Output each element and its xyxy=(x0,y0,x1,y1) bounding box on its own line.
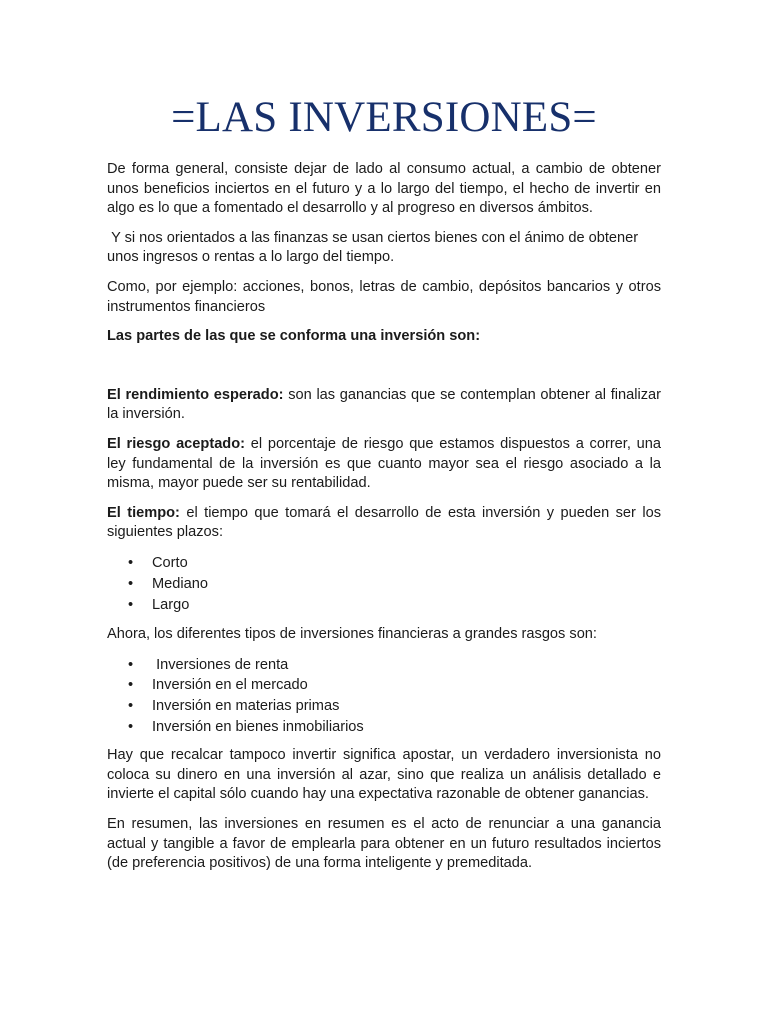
part-paragraph-riesgo xyxy=(107,435,661,494)
part-text: el tiempo que tomará el desarrollo de esta inversión y pueden ser los siguientes plazos: xyxy=(107,504,661,541)
types-intro: Ahora, los diferentes tipos de inversiones financieras a grandes rasgos son: xyxy=(107,626,597,643)
examples-paragraph: Como, por ejemplo: acciones, bonos, letras de cambio, depósitos bancarios y otros instrumentos financieros xyxy=(107,278,661,315)
document-title: =LAS INVERSIONES= xyxy=(171,94,597,141)
list-item: • Inversión en materias primas xyxy=(107,696,661,717)
part-text: el porcentaje de riesgo que estamos dispuestos a correr, una ley fundamental de la inversión es que cuanto mayor sea el riesgo asociado a la misma, mayor puede ser su rentabilidad. xyxy=(107,435,661,492)
part-paragraph-tiempo xyxy=(107,504,661,543)
part-term: El tiempo: xyxy=(107,504,180,521)
intro-paragraph: De forma general, consiste dejar de lado al consumo actual, a cambio de obtener unos beneficios inciertos en el futuro y a lo largo del tiempo, el hecho de invertir en algo es lo que a fomentado el desarrollo y al progreso en diversos ámbitos. xyxy=(107,161,661,217)
list-item: • Mediano xyxy=(107,574,661,595)
parts-heading: Las partes de las que se conforma una inversión son: xyxy=(107,328,481,345)
part-term: El riesgo aceptado: xyxy=(107,435,245,452)
list-item: • Inversión en el mercado xyxy=(107,675,661,696)
summary-paragraph: En resumen, las inversiones en resumen es el acto de renunciar a una ganancia actual y tangible a favor de emplearla para obtener en un futuro resultados inciertos (de preferencia positivos) de una forma inteligente y premeditada. xyxy=(107,816,661,872)
list-item: • Inversión en bienes inmobiliarios xyxy=(107,717,661,738)
part-paragraph-rendimiento xyxy=(107,386,661,425)
term-list xyxy=(107,553,661,615)
list-item: • Largo xyxy=(107,595,661,616)
blank-line xyxy=(107,357,661,386)
list-item: • Corto xyxy=(107,553,661,574)
part-term: El rendimiento esperado: xyxy=(107,386,284,403)
list-item: • Inversiones de renta xyxy=(107,655,661,676)
types-list xyxy=(107,655,661,737)
document-page xyxy=(107,90,661,884)
part-text: son las ganancias que se contemplan obtener al finalizar la inversión. xyxy=(107,386,661,423)
finance-paragraph: Y si nos orientados a las finanzas se usan ciertos bienes con el ánimo de obtener unos ingresos o rentas a lo largo del tiempo. xyxy=(107,229,643,266)
closing-paragraph: Hay que recalcar tampoco invertir significa apostar, un verdadero inversionista no coloca su dinero en una inversión al azar, sino que realiza un análisis detallado e invierte el capital sólo cuando hay una expectativa razonable de obtener ganancias. xyxy=(107,747,661,803)
